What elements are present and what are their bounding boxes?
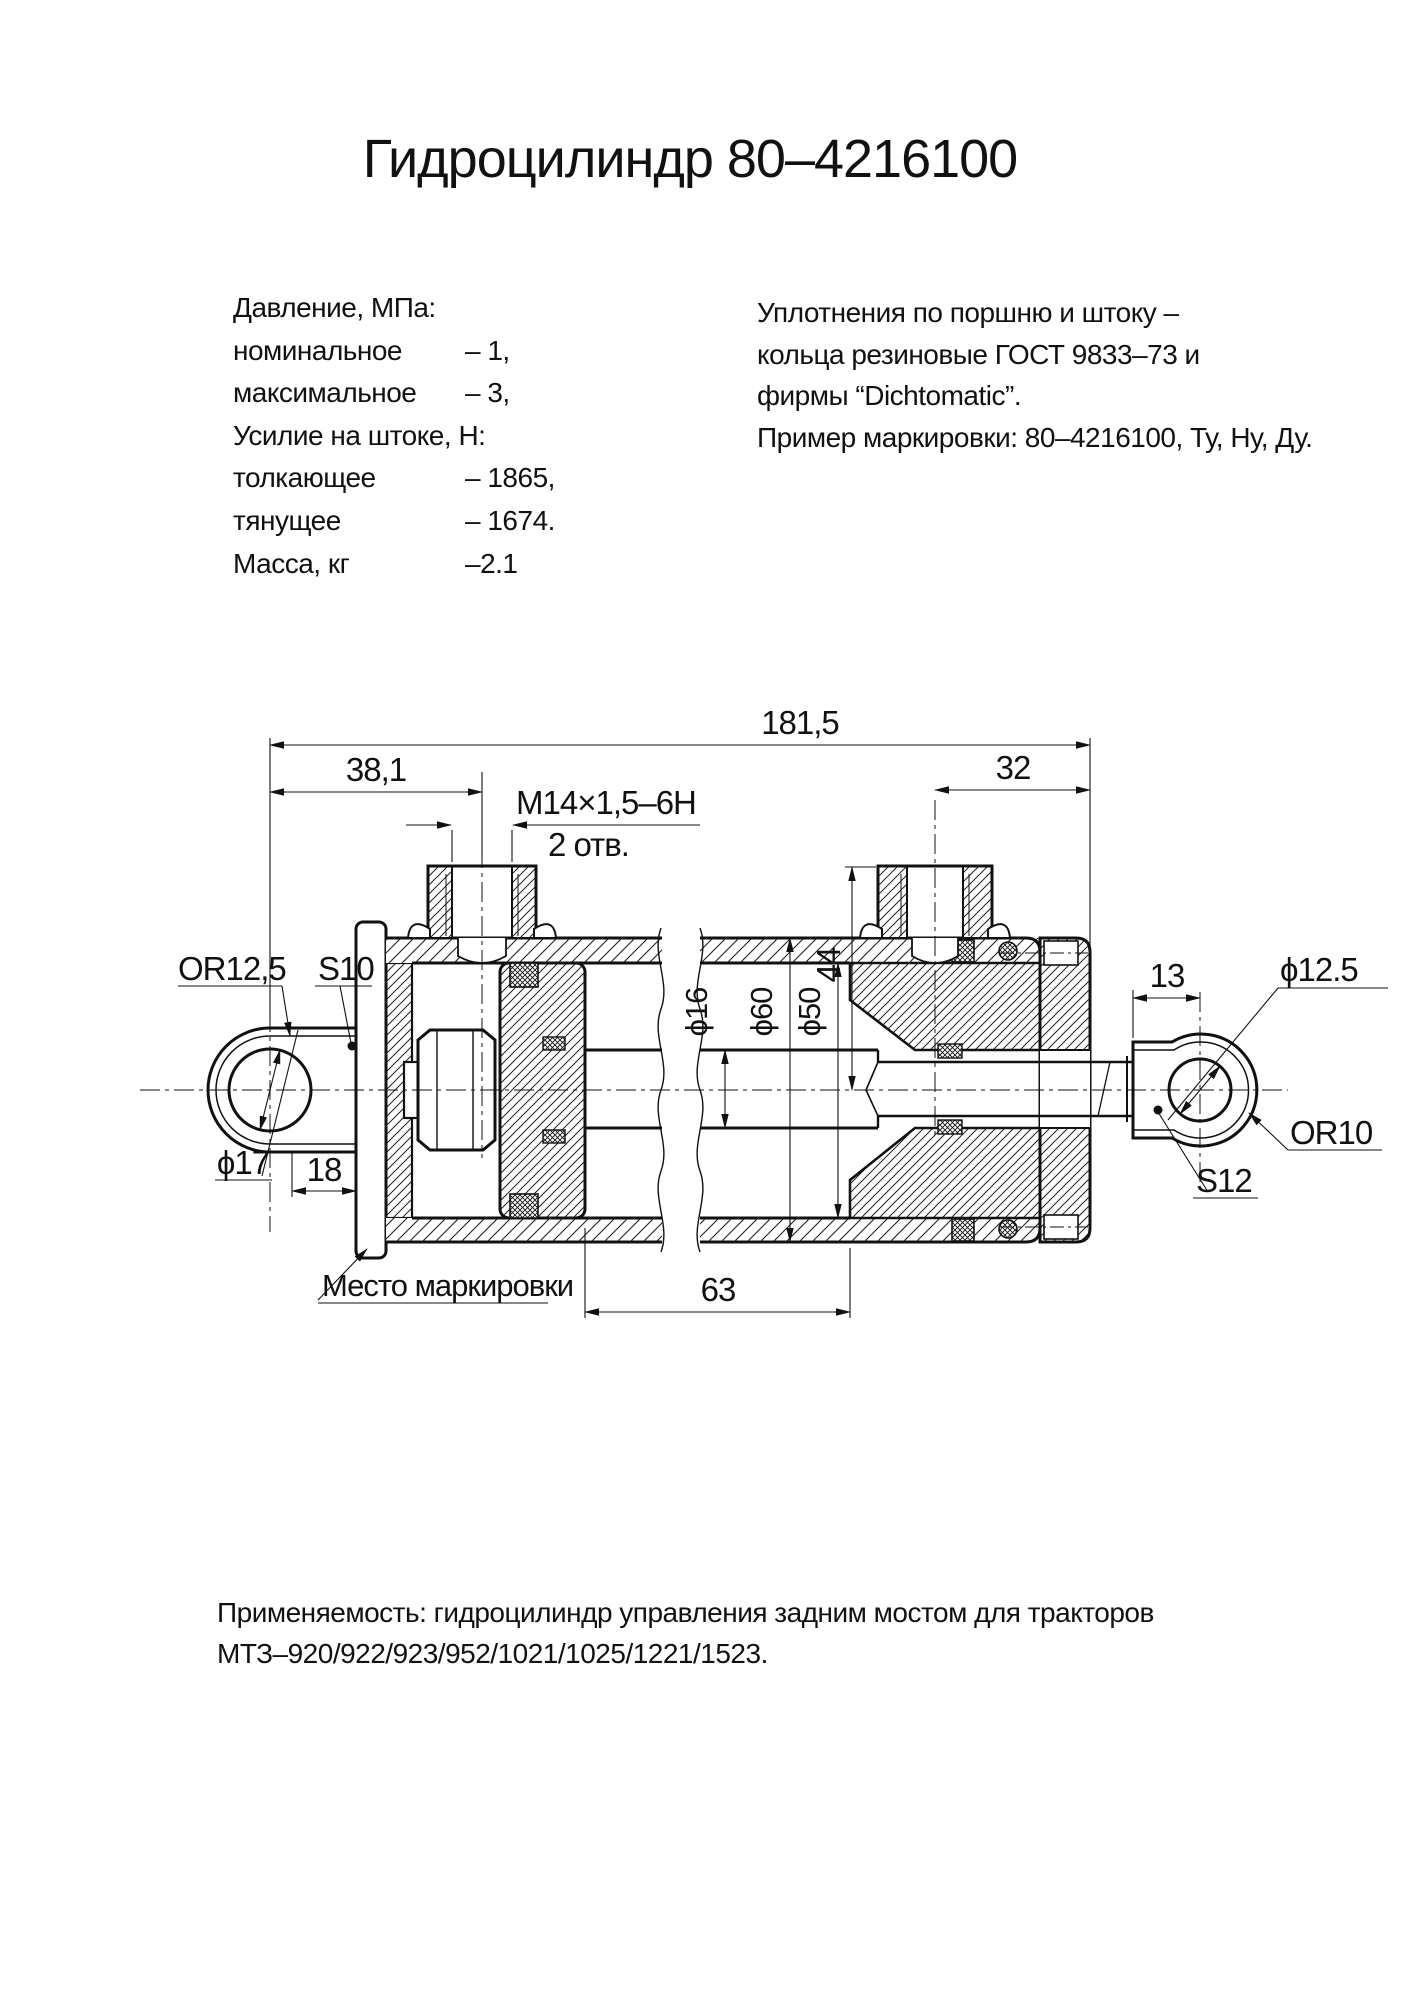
- spec-label: Масса, кг: [233, 547, 350, 579]
- spec-label: тянущее: [233, 504, 341, 536]
- label-eye-hole: ϕ17: [216, 1144, 270, 1181]
- dim-bore: ϕ50: [792, 987, 827, 1037]
- spec-value: – 1,: [465, 334, 510, 366]
- rod-threaded-end: [866, 1044, 1133, 1134]
- note-line: Пример маркировки: 80–4216100, Ту, Ну, Ду.: [757, 421, 1313, 453]
- weld-bead: [988, 924, 1010, 938]
- spec-row: [233, 462, 555, 505]
- dim-eye-to-port: 38,1: [345, 751, 407, 788]
- cylinder-section-view: [140, 800, 1288, 1258]
- label-rod-eye-hole: ϕ12.5: [1280, 951, 1358, 988]
- spec-value: –2.1: [465, 547, 518, 579]
- label-rod-eye-flat: S12: [1196, 1162, 1252, 1199]
- application-line: Применяемость: гидроцилиндр управления задним мостом для тракторов: [217, 1597, 1154, 1628]
- dim-rod: ϕ16: [679, 987, 714, 1037]
- spec-row: [233, 377, 555, 420]
- label-eye-radius: OR12,5: [178, 950, 286, 987]
- dim-thread: M14×1,5–6H: [516, 784, 696, 821]
- dim-hub: 18: [306, 1151, 342, 1188]
- weld-bead: [408, 924, 430, 938]
- rear-head: [850, 940, 1040, 1241]
- dim-overall: 181,5: [761, 704, 839, 741]
- page-title: Гидроцилиндр 80–4216100: [362, 129, 1018, 189]
- spec-label: Усилие на штоке, Н:: [233, 419, 486, 451]
- seals-note: [757, 292, 1312, 458]
- break-lines: [658, 926, 703, 1256]
- weld-bead: [860, 924, 882, 938]
- weld-bead: [534, 924, 556, 938]
- dim-rod-eye-offset: 13: [1149, 957, 1185, 994]
- technical-drawing: [0, 560, 1413, 1420]
- label-marking-place: Место маркировки: [322, 1268, 574, 1303]
- label-eye-flat: S10: [318, 950, 374, 987]
- label-rod-eye-radius: OR10: [1290, 1114, 1373, 1151]
- piston-rod: [585, 1050, 878, 1128]
- note-line: кольца резиновые ГОСТ 9833–73 и: [757, 338, 1200, 370]
- spec-value: – 3,: [465, 377, 510, 409]
- note-line: фирмы “Dichtomatic”.: [757, 380, 1022, 411]
- dim-thread-qty: 2 отв.: [548, 826, 629, 863]
- application-line: МТЗ–920/922/923/952/1021/1025/1221/1523.: [217, 1638, 768, 1669]
- dim-stroke: 63: [700, 1271, 736, 1308]
- spec-row: [233, 420, 555, 463]
- spec-row: [233, 292, 555, 335]
- spec-value: – 1674.: [465, 504, 555, 536]
- dim-port-height: 44: [810, 947, 847, 983]
- spec-table: [233, 292, 555, 590]
- dim-port-to-face: 32: [995, 749, 1031, 786]
- spec-row: [233, 505, 555, 548]
- spec-label: Давление, МПа:: [233, 292, 436, 323]
- spec-row: [233, 335, 555, 378]
- dim-barrel: ϕ60: [744, 987, 779, 1037]
- spec-label: толкающее: [233, 462, 376, 494]
- spec-label: максимальное: [233, 377, 417, 409]
- spec-value: – 1865,: [465, 462, 555, 494]
- application-note: [217, 1592, 1154, 1674]
- note-line: Уплотнения по поршню и штоку –: [757, 297, 1179, 328]
- spec-label: номинальное: [233, 334, 402, 366]
